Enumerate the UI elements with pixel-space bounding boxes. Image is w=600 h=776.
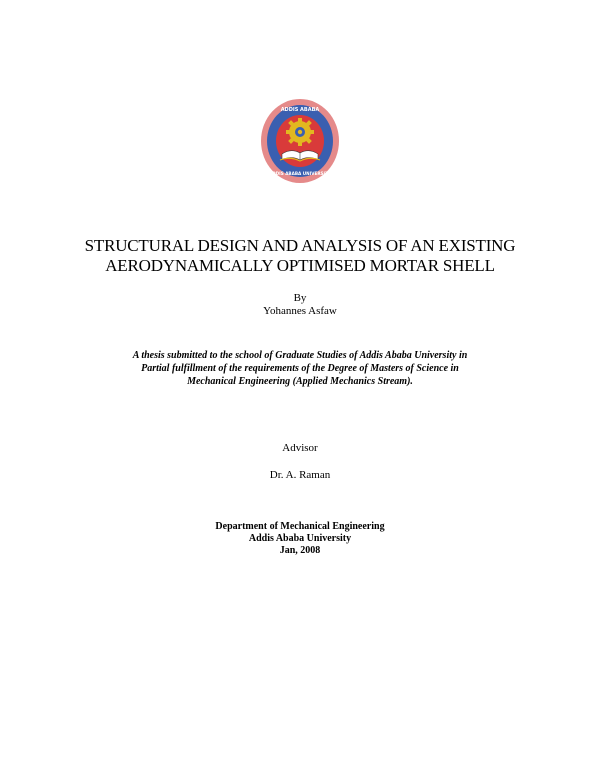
- advisor-label: Advisor: [282, 442, 318, 454]
- university-name: Addis Ababa University: [248, 533, 352, 544]
- thesis-title-line-1: STRUCTURAL DESIGN AND ANALYSIS OF AN EXISTING: [84, 236, 516, 255]
- author-name: Yohannes Asfaw: [263, 305, 337, 317]
- thesis-statement-line-2: Partial fulfillment of the requirements of the Degree of Masters of Science in: [141, 363, 459, 374]
- submission-date: Jan, 2008: [279, 545, 321, 556]
- thesis-statement-line-1: A thesis submitted to the school of Graduate Studies of Addis Ababa University in: [132, 350, 468, 361]
- thesis-statement-line-3: Mechanical Engineering (Applied Mechanics Stream).: [187, 376, 413, 387]
- gear-icon: [286, 118, 314, 146]
- seal-text-top: ADDIS ABABA: [280, 107, 320, 113]
- advisor-name: Dr. A. Raman: [269, 469, 331, 481]
- seal-text-bottom: ADDIS ABABA UNIVERSITY: [268, 171, 332, 176]
- by-label: By: [293, 292, 307, 304]
- university-seal-logo: [260, 98, 340, 184]
- thesis-title-line-2: AERODYNAMICALLY OPTIMISED MORTAR SHELL: [105, 256, 495, 275]
- department-name: Department of Mechanical Engineering: [215, 521, 385, 532]
